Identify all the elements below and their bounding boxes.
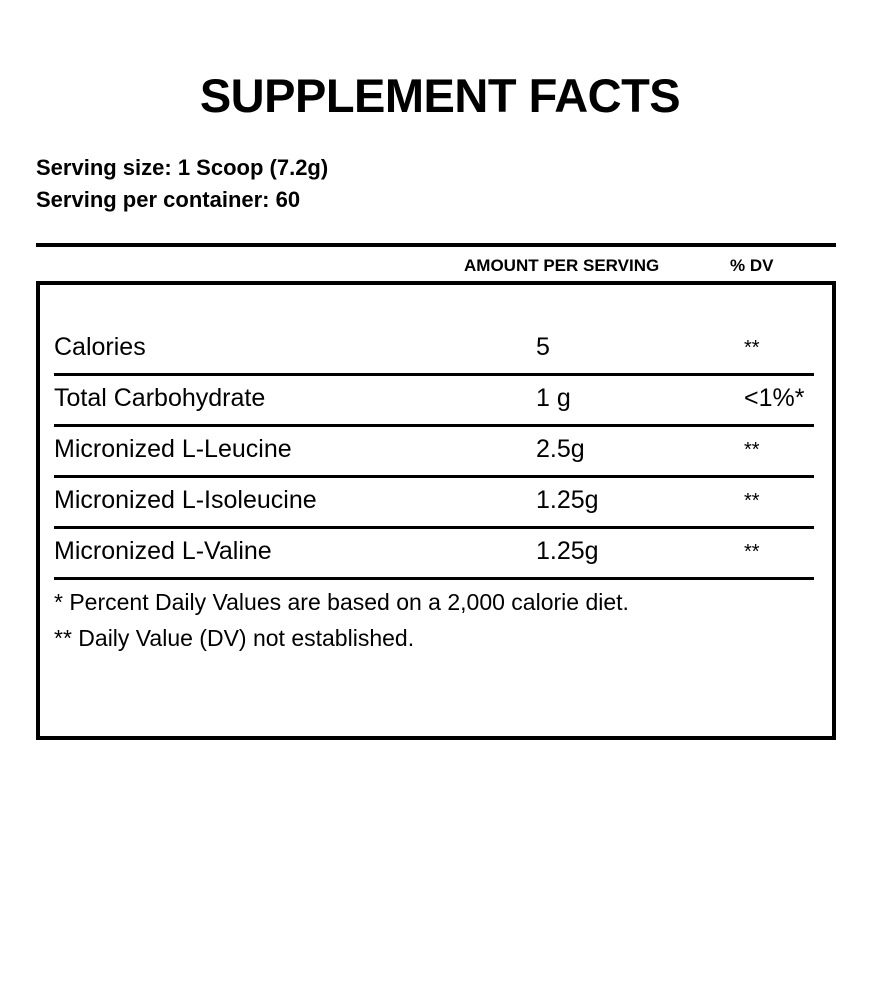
header-divider [36,243,836,247]
nutrient-label: Micronized L-Leucine [54,435,292,463]
column-header-daily-value: % DV [730,256,774,275]
nutrient-amount: 1 g [536,384,571,412]
footnote-daily-values: * Percent Daily Values are based on a 2,000 calorie diet. [54,589,629,615]
page-title: SUPPLEMENT FACTS [199,69,681,122]
nutrient-daily-value: ** [744,490,760,512]
nutrient-label: Total Carbohydrate [54,384,266,412]
nutrient-table [36,281,836,740]
servings-per-container: Serving per container: 60 [36,186,301,212]
nutrient-amount: 1.25g [536,486,599,514]
nutrient-daily-value: ** [744,439,760,461]
table-row [54,325,814,376]
nutrient-amount: 2.5g [536,435,585,463]
serving-size: Serving size: 1 Scoop (7.2g) [36,155,329,180]
nutrient-label: Calories [54,333,146,361]
nutrient-daily-value: ** [744,337,760,359]
column-headers [36,256,836,278]
nutrient-daily-value: ** [744,541,760,563]
footnote-dv-not-established: ** Daily Value (DV) not established. [54,624,415,651]
nutrient-rows [54,325,814,580]
footnotes [54,585,824,656]
table-row [54,427,814,478]
nutrient-label: Micronized L-Isoleucine [54,486,317,514]
nutrient-amount: 1.25g [536,537,599,565]
nutrient-amount: 5 [536,333,550,361]
column-header-amount: AMOUNT PER SERVING [464,256,660,275]
nutrient-label: Micronized L-Valine [54,537,272,565]
table-row [54,376,814,427]
nutrient-daily-value: <1%* [744,384,805,412]
table-row [54,478,814,529]
table-row [54,529,814,580]
serving-info [36,152,328,216]
